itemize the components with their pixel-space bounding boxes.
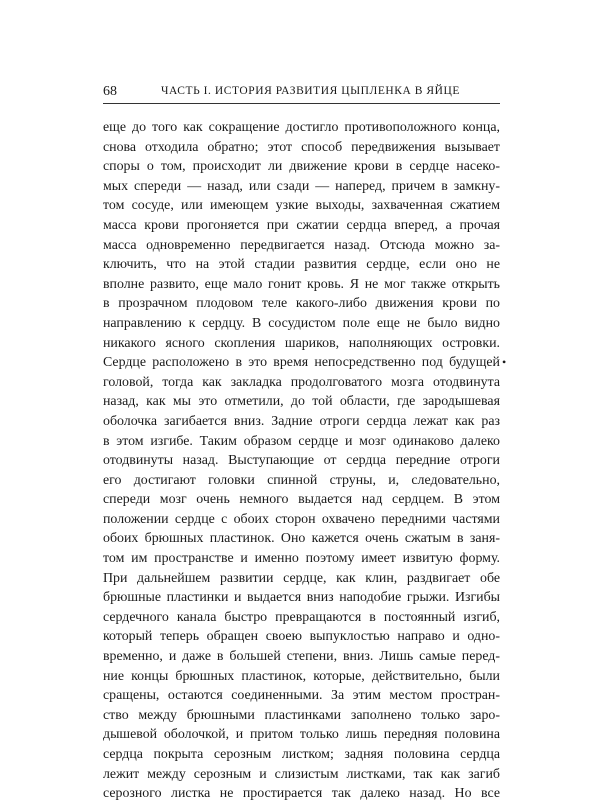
- text-line: сердечного канала быстро превращаются в постоянный изгиб,: [103, 609, 500, 625]
- text-line: в этом изгибе. Таким образом сердце и мозг одинаково далеко: [103, 433, 500, 449]
- running-title: ЧАСТЬ I. ИСТОРИЯ РАЗВИТИЯ ЦЫПЛЕНКА В ЯЙЦЕ: [161, 85, 460, 97]
- text-line: который теперь обращен своею выпуклостью направо и одно-: [103, 629, 500, 645]
- text-line: ство между брюшными пластинками заполнено только заро-: [103, 707, 500, 723]
- text-line: ние концы брюшных пластинок, которые, действительно, были: [103, 668, 500, 684]
- text-line: направлению к сердцу. В сосудистом поле еще не было видно: [103, 315, 500, 331]
- text-line: его достигают головки спинной струны, и, следовательно,: [103, 472, 500, 488]
- text-line: оболочка загибается вниз. Задние отроги сердца лежат как раз: [103, 413, 500, 429]
- text-line: масса крови прогоняется при сжатии сердца вперед, а прочая: [103, 217, 500, 233]
- text-line: сращены, остаются соединенными. За этим местом простран-: [103, 688, 500, 704]
- text-line: сердца покрыта серозным листком; задняя половина сердца: [103, 747, 500, 762]
- text-line: дышевой оболочкой, и притом только лишь передняя половина: [103, 727, 500, 743]
- body-text: [103, 118, 500, 804]
- text-line: лежит между серозным и слизистым листками, так как загиб: [103, 766, 500, 782]
- page-number: 68: [103, 84, 117, 99]
- margin-mark: •: [502, 355, 507, 369]
- text-line: мых спереди — назад, или сзади — наперед, причем в замкну-: [103, 178, 500, 194]
- text-line: еще до того как сокращение достигло противоположного конца,: [103, 120, 500, 135]
- running-header: [103, 84, 500, 104]
- text-line: Сердце расположено в это время непосредственно под будущей: [103, 355, 500, 371]
- text-line: обоих брюшных пластинок. Оно кажется очень сжатым в заня-: [103, 531, 500, 547]
- text-line: том сосуде, или имеющем узкие выходы, захваченная сжатием: [103, 198, 500, 214]
- text-line: ключить, что на этой стадии развития сердце, если оно не: [103, 257, 500, 273]
- text-line: в прозрачном плодовом теле какого-либо движения крови по: [103, 296, 500, 312]
- text-line: серозного листка не простирается так далеко назад. Но все: [103, 786, 500, 802]
- text-line: брюшные пластинки и выдается вниз наподобие грыжи. Изгибы: [103, 590, 500, 606]
- text-line: положении сердце с обоих сторон охвачено передними частями: [103, 511, 500, 527]
- text-line: вполне развито, еще мало гонит кровь. Я не мог также открыть: [103, 276, 500, 292]
- header-rule: [103, 103, 500, 104]
- text-line: том им пространстве и именно поэтому имеет извитую форму.: [103, 551, 500, 567]
- text-line: споры о том, происходит ли движение крови в сердце насеко-: [103, 159, 500, 175]
- text-line: масса одновременно передвигается назад. Отсюда можно за-: [103, 237, 500, 253]
- text-line: головой, тогда как закладка продолговатого мозга отодвинута: [103, 374, 500, 390]
- text-line: временно, и даже в большей степени, вниз. Лишь самые перед-: [103, 649, 500, 665]
- text-line: спереди мозг очень немного выдается над сердцем. В этом: [103, 492, 500, 508]
- text-line: никакого ясного скопления шариков, наполняющих островки.: [103, 335, 500, 351]
- text-line: снова отходила обратно; этот способ передвижения вызывает: [103, 139, 500, 155]
- text-line: назад, как мы это отметили, до той области, где зародышевая: [103, 394, 500, 410]
- text-line: отодвинуты назад. Выступающие от сердца передние отроги: [103, 453, 500, 469]
- text-line: При дальнейшем развитии сердце, как клин, раздвигает обе: [103, 570, 500, 586]
